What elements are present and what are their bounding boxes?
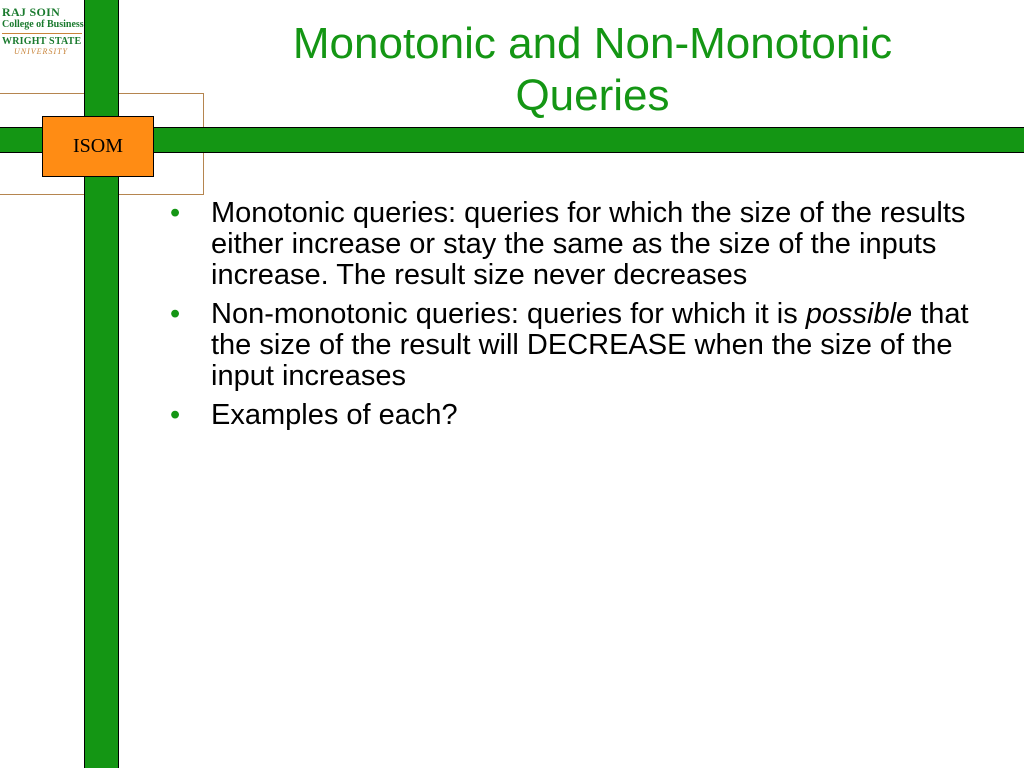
logo-line-university: UNIVERSITY: [14, 47, 68, 56]
logo-line-college: College of Business: [2, 19, 84, 30]
bullet-text-emphasis: possible: [805, 298, 913, 330]
bullet-text-nonmonotonic-post: that the size of the result will DECREASE when the size of the input increases: [211, 298, 969, 392]
bullet-marker: •: [170, 399, 181, 431]
logo-divider: [2, 33, 82, 34]
bullet-item: [170, 400, 980, 431]
bullet-item: [170, 198, 980, 291]
isom-badge: ISOM: [42, 116, 154, 177]
bullet-marker: •: [170, 197, 181, 229]
slide-title: Monotonic and Non-Monotonic Queries: [292, 19, 893, 120]
logo-line-raj-soin: RAJ SOIN: [2, 5, 61, 19]
bullet-marker: •: [170, 298, 181, 330]
logo-line-wright-state: WRIGHT STATE: [2, 36, 82, 47]
bullet-list: [170, 198, 980, 439]
bullet-text-examples: Examples of each?: [211, 399, 458, 431]
bullet-item: [170, 299, 980, 392]
bullet-text-monotonic: Monotonic queries: queries for which the size of the results either increase or stay the same as the size of the inputs increase. The result size never decreases: [211, 197, 966, 291]
bullet-text-nonmonotonic-pre: Non-monotonic queries: queries for which it is: [211, 298, 806, 330]
college-logo: [2, 6, 84, 57]
